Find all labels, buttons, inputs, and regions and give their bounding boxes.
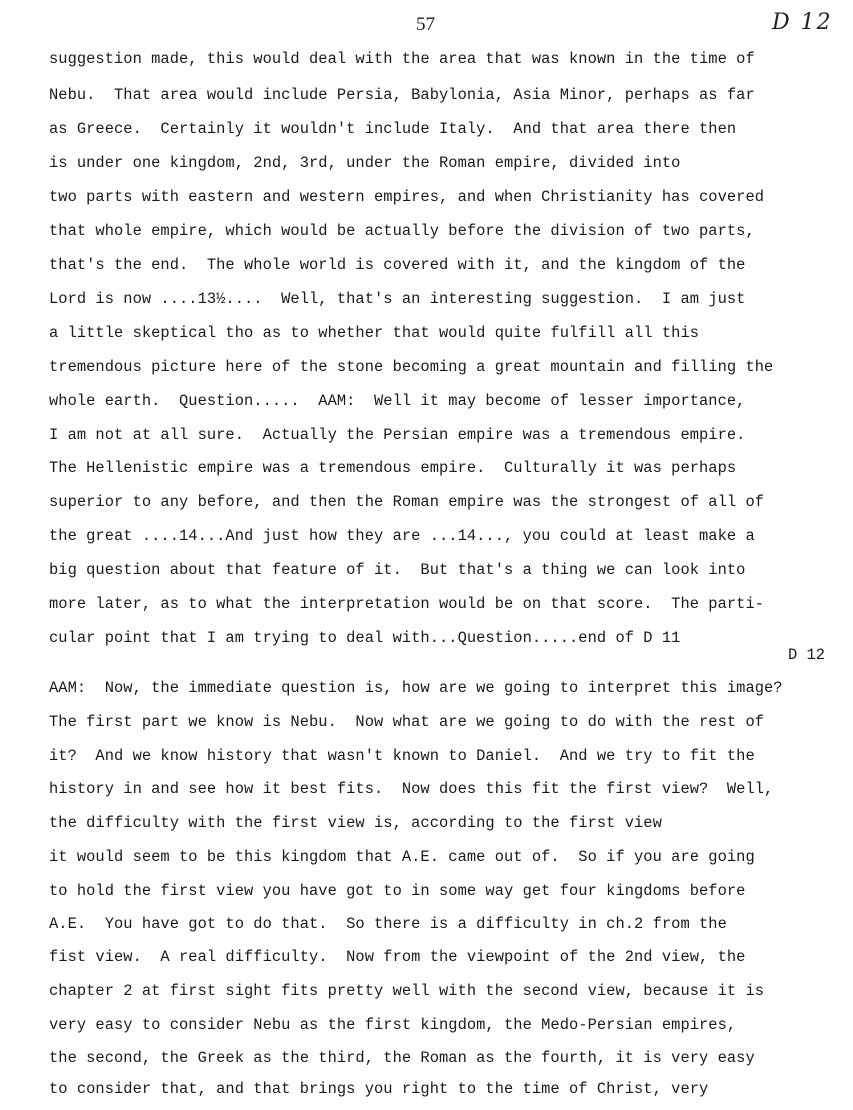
text-line: it? And we know history that wasn't known to Daniel. And we try to fit the	[49, 747, 755, 765]
text-line: chapter 2 at first sight fits pretty well with the second view, because it is	[49, 982, 765, 1000]
text-line: to consider that, and that brings you right to the time of Christ, very	[49, 1080, 709, 1098]
text-line: two parts with eastern and western empires, and when Christianity has covered	[49, 188, 765, 206]
text-line: cular point that I am trying to deal with...Question.....end of D 11	[49, 629, 681, 647]
text-line: suggestion made, this would deal with the area that was known in the time of	[49, 50, 755, 68]
text-line: as Greece. Certainly it wouldn't include Italy. And that area there then	[49, 120, 737, 138]
text-line: AAM: Now, the immediate question is, how are we going to interpret this image?	[49, 679, 783, 697]
text-line: fist view. A real difficulty. Now from the viewpoint of the 2nd view, the	[49, 948, 746, 966]
text-line: I am not at all sure. Actually the Persian empire was a tremendous empire.	[49, 426, 746, 444]
text-line: the great ....14...And just how they are ...14..., you could at least make a	[49, 527, 755, 545]
text-line: very easy to consider Nebu as the first kingdom, the Medo-Persian empires,	[49, 1016, 737, 1034]
text-line: a little skeptical tho as to whether that would quite fulfill all this	[49, 324, 700, 342]
text-line: it would seem to be this kingdom that A.E. came out of. So if you are going	[49, 848, 755, 866]
text-line: whole earth. Question..... AAM: Well it may become of lesser importance,	[49, 392, 746, 410]
text-line: the second, the Greek as the third, the Roman as the fourth, it is very easy	[49, 1049, 755, 1067]
text-line: history in and see how it best fits. Now does this fit the first view? Well,	[49, 780, 774, 798]
text-line: Lord is now ....13½.... Well, that's an interesting suggestion. I am just	[49, 290, 746, 308]
text-line: The first part we know is Nebu. Now what are we going to do with the rest of	[49, 713, 765, 731]
page-number: 57	[416, 14, 435, 35]
text-line: to hold the first view you have got to in some way get four kingdoms before	[49, 882, 746, 900]
text-line: superior to any before, and then the Roman empire was the strongest of all of	[49, 493, 765, 511]
text-line: The Hellenistic empire was a tremendous empire. Culturally it was perhaps	[49, 459, 737, 477]
text-line: the difficulty with the first view is, according to the first view	[49, 814, 662, 832]
section-marker: D 12	[788, 646, 825, 664]
handwritten-page-tag: D 12	[772, 10, 833, 35]
text-line: tremendous picture here of the stone becoming a great mountain and filling the	[49, 358, 774, 376]
text-line: A.E. You have got to do that. So there is a difficulty in ch.2 from the	[49, 915, 727, 933]
text-line: big question about that feature of it. But that's a thing we can look into	[49, 561, 746, 579]
text-line: that whole empire, which would be actually before the division of two parts,	[49, 222, 755, 240]
text-line: Nebu. That area would include Persia, Babylonia, Asia Minor, perhaps as far	[49, 86, 755, 104]
text-line: that's the end. The whole world is covered with it, and the kingdom of the	[49, 256, 746, 274]
text-line: more later, as to what the interpretation would be on that score. The parti-	[49, 595, 765, 613]
text-line: is under one kingdom, 2nd, 3rd, under the Roman empire, divided into	[49, 154, 681, 172]
